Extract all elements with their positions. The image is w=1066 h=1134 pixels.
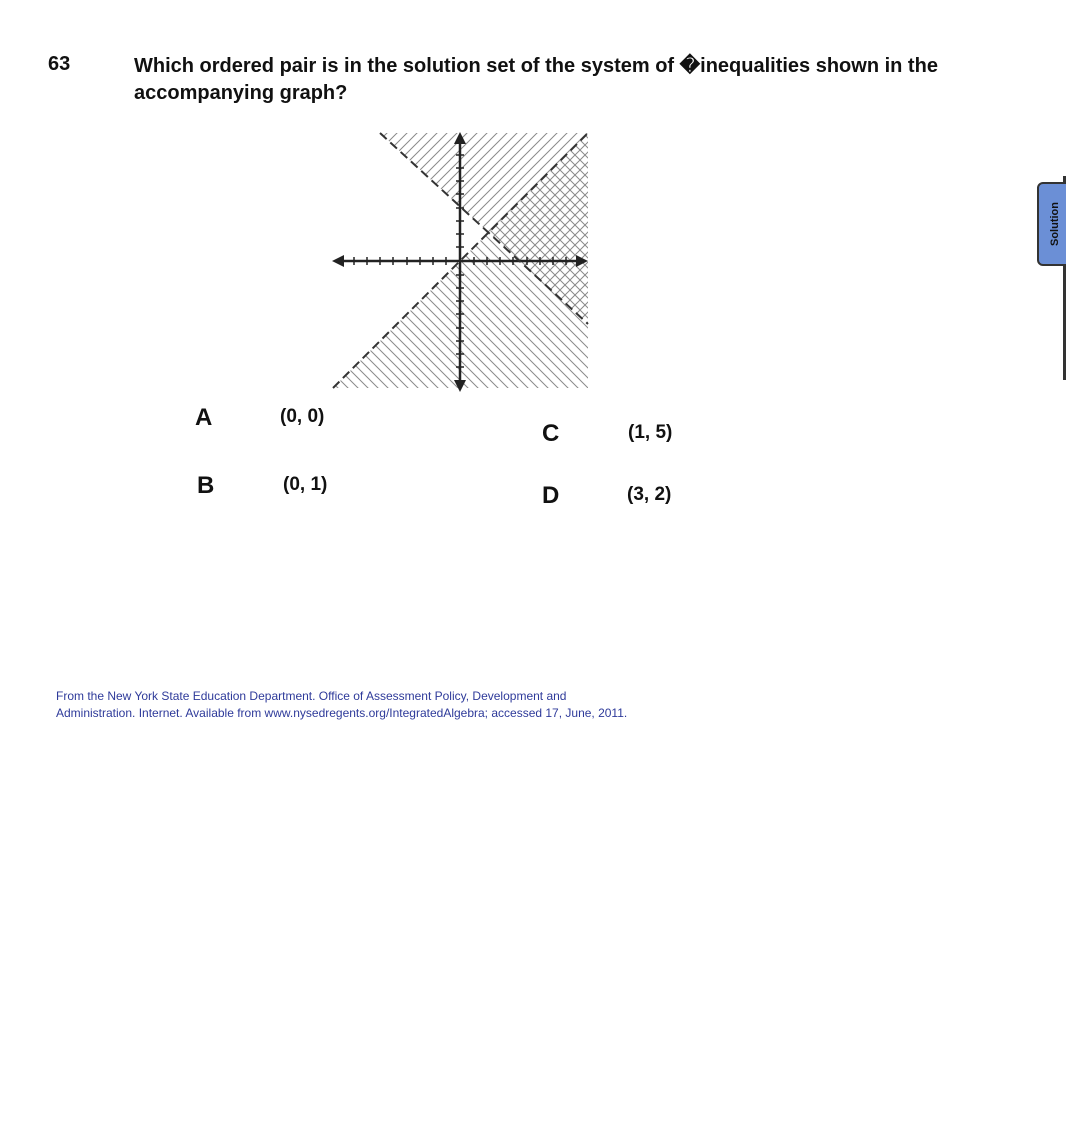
choice-c-value[interactable]: (1, 5) (628, 422, 673, 443)
choice-a-value[interactable]: (0, 0) (280, 406, 325, 427)
citation-line-2: Administration. Internet. Available from www.nysedregents.org/IntegratedAlgebra; accessed 17, June, 2011. (56, 706, 628, 720)
source-citation (56, 688, 756, 722)
inequality-graph (330, 130, 592, 395)
choice-d-letter[interactable]: D (542, 482, 560, 509)
choice-a-letter[interactable]: A (195, 404, 213, 431)
choice-b-letter[interactable]: B (197, 472, 215, 499)
solution-tab[interactable] (1037, 182, 1066, 266)
citation-line-1: From the New York State Education Department. Office of Assessment Policy, Development and (56, 689, 567, 703)
choice-b-value[interactable]: (0, 1) (283, 474, 328, 495)
question-number: 63 (48, 53, 71, 75)
question-text: Which ordered pair is in the solution set of the system of �inequalities shown in the accompanying graph? (134, 55, 938, 104)
choice-d-value[interactable]: (3, 2) (627, 484, 672, 505)
x-axis-left-arrow (332, 255, 344, 267)
choice-c-letter[interactable]: C (542, 420, 560, 447)
solution-tab-label: Solution (1049, 202, 1061, 246)
